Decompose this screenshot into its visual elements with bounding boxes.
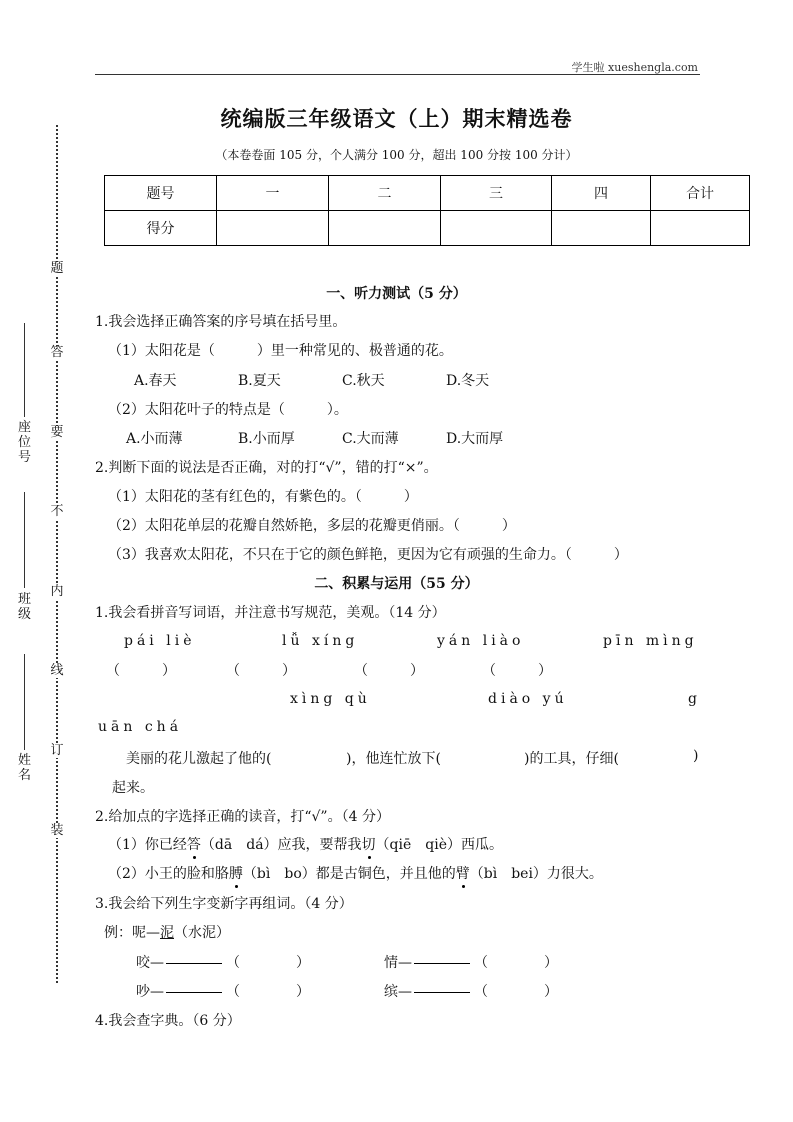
page-title: 统编版三年级语文（上）期末精选卷	[220, 106, 573, 131]
example	[104, 922, 230, 942]
text: （bì bei）力很大。	[469, 866, 603, 882]
pinyin: diào yú	[488, 691, 568, 707]
text: 吵—	[136, 984, 164, 1000]
pinyin: g	[688, 691, 701, 707]
site-watermark: 学生啦 xueshengla.com	[571, 61, 698, 74]
name-line	[24, 654, 25, 750]
header-rule	[95, 74, 700, 75]
binding-char: 订	[50, 743, 64, 758]
new-char-item	[136, 981, 310, 1001]
binding-char: 装	[50, 823, 64, 838]
table-cell: 合计	[651, 176, 750, 211]
binding-dotted-line	[56, 125, 58, 983]
pinyin: pái liè	[124, 633, 196, 649]
seat-line	[24, 323, 25, 417]
table-cell: 四	[552, 176, 651, 211]
text: 缤—	[384, 984, 412, 1000]
pinyin: uān chá	[98, 719, 183, 735]
option: D.冬天	[446, 373, 490, 389]
answer-blank[interactable]	[414, 962, 470, 964]
answer-blank[interactable]	[166, 962, 222, 964]
binding-char: 不	[50, 504, 64, 519]
dotted-char: 答	[186, 837, 201, 853]
text: （水泥）	[174, 925, 230, 941]
answer-paren[interactable]: （ ）	[482, 663, 552, 679]
question: （2）太阳花单层的花瓣自然娇艳，多层的花瓣更俏丽。（ ）	[108, 518, 516, 534]
option: A.小而薄	[126, 431, 183, 447]
answer-paren[interactable]: （ ）	[354, 663, 424, 679]
score-table	[104, 175, 750, 246]
text: （bì bo）都是古铜色，并且他的	[242, 866, 456, 882]
score-input-cell[interactable]	[651, 211, 750, 246]
question: （3）我喜欢太阳花，不只在于它的颜色鲜艳，更因为它有顽强的生命力。（ ）	[108, 547, 628, 563]
table-row	[105, 211, 750, 246]
text: （qiē qiè）西瓜。	[375, 837, 503, 853]
text: 咬—	[136, 955, 164, 971]
new-char-item	[136, 952, 310, 972]
question: 2.判断下面的说法是否正确，对的打“√”，错的打“×”。	[95, 460, 438, 476]
pinyin: yán liào	[437, 633, 525, 649]
question: （1）太阳花是（ ）里一种常见的、极普通的花。	[108, 343, 453, 359]
score-input-cell[interactable]	[441, 211, 552, 246]
binding-char: 答	[50, 345, 64, 360]
answer-paren[interactable]: （ ）	[474, 955, 558, 971]
table-cell: 题号	[105, 176, 217, 211]
page-subtitle: （本卷卷面 105 分，个人满分 100 分，超出 100 分按 100 分计）	[215, 148, 578, 162]
question: （2）太阳花叶子的特点是（ ）。	[108, 402, 348, 418]
option: C.秋天	[342, 373, 385, 389]
option: C.大而薄	[342, 431, 399, 447]
dotted-char: 臂	[455, 866, 470, 882]
question: 1.我会看拼音写词语，并注意书写规范，美观。（14 分）	[95, 605, 446, 621]
question	[108, 834, 503, 854]
answer-paren[interactable]: （ ）	[106, 663, 176, 679]
score-input-cell[interactable]	[329, 211, 441, 246]
section-title: 一、听力测试（5 分）	[326, 286, 467, 302]
sentence: )的工具，仔细(	[524, 751, 619, 767]
text: （1）你已经	[108, 837, 187, 853]
answer-paren[interactable]: （ ）	[226, 955, 310, 971]
sentence: 美丽的花儿激起了他的(	[126, 751, 272, 767]
pinyin: xìng qù	[290, 691, 371, 707]
answer-paren[interactable]: （ ）	[226, 663, 296, 679]
table-cell: 三	[441, 176, 552, 211]
text: 情—	[384, 955, 412, 971]
option: B.小而厚	[238, 431, 295, 447]
question: 4.我会查字典。（6 分）	[95, 1013, 241, 1029]
class-label: 班级	[18, 592, 32, 622]
text: （dā dá）应我，要帮我	[200, 837, 362, 853]
sentence: 起来。	[112, 780, 154, 796]
section-title: 二、积累与运用（55 分）	[314, 576, 479, 592]
answer-blank[interactable]	[414, 991, 470, 993]
question	[108, 863, 603, 883]
binding-char: 题	[50, 261, 64, 276]
text: 例：呢—	[104, 925, 160, 941]
sentence: )	[693, 748, 699, 764]
text: （2）小王的脸和胳	[108, 866, 229, 882]
answer-blank[interactable]	[166, 991, 222, 993]
answer-paren[interactable]: （ ）	[474, 984, 558, 1000]
dotted-char: 切	[361, 837, 376, 853]
table-cell: 二	[329, 176, 441, 211]
binding-char: 要	[50, 425, 64, 440]
new-char-item	[384, 981, 558, 1001]
new-char-item	[384, 952, 558, 972]
table-cell: 得分	[105, 211, 217, 246]
table-cell: 一	[217, 176, 329, 211]
option: D.大而厚	[446, 431, 504, 447]
question: 1.我会选择正确答案的序号填在括号里。	[95, 314, 347, 330]
question: 2.给加点的字选择正确的读音，打“√”。（4 分）	[95, 809, 390, 825]
score-input-cell[interactable]	[552, 211, 651, 246]
seat-label: 座位号	[18, 420, 32, 465]
question: （1）太阳花的茎有红色的，有紫色的。（ ）	[108, 489, 418, 505]
table-row	[105, 176, 750, 211]
option: B.夏天	[238, 373, 281, 389]
answer-paren[interactable]: （ ）	[226, 984, 310, 1000]
pinyin: lǚ xíng	[282, 633, 359, 649]
option: A.春天	[134, 373, 177, 389]
underlined-char: 泥	[160, 925, 174, 941]
sentence: )，他连忙放下(	[346, 751, 441, 767]
dotted-char: 膊	[228, 866, 243, 882]
name-label: 姓名	[18, 753, 32, 783]
binding-char: 内	[50, 584, 64, 599]
question: 3.我会给下列生字变新字再组词。（4 分）	[95, 896, 353, 912]
pinyin: pīn mìng	[603, 633, 698, 649]
binding-char: 线	[50, 663, 64, 678]
score-input-cell[interactable]	[217, 211, 329, 246]
